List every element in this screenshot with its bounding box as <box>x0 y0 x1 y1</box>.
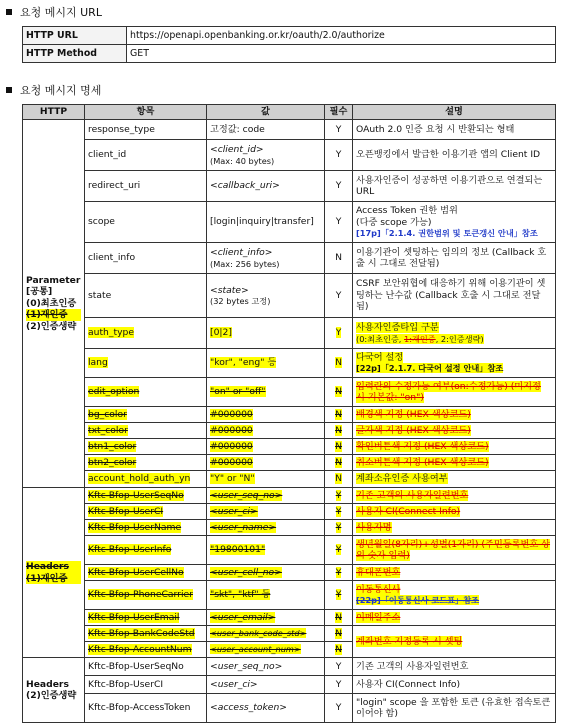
field-desc: 이동통신사 [22p]「이동통신사 코드표」참조 <box>353 581 556 610</box>
table-row <box>23 120 556 140</box>
table-row <box>23 694 556 723</box>
field-value: <user_account_num> <box>207 642 325 658</box>
field-name: Kftc-Bfop-UserCellNo <box>85 565 207 581</box>
field-required: N <box>325 423 353 439</box>
field-desc: 사용자인증이 성공하면 이용기관으로 연결되는 URL <box>353 171 556 202</box>
field-desc: 이용기관이 셋팅하는 임의의 정보 (Callback 호출 시 그대로 전달됨) <box>353 243 556 274</box>
col-header: 필수 <box>325 105 353 120</box>
field-required: N <box>325 439 353 455</box>
field-desc: 입력란의 수정가능 여부(on:수정가능) (미지정 시 기본값: "on") <box>353 378 556 407</box>
field-name: scope <box>85 202 207 243</box>
field-required: Y <box>325 318 353 349</box>
table-row <box>23 439 556 455</box>
field-value: "skt", "ktf" 등 <box>207 581 325 610</box>
field-value: #000000 <box>207 407 325 423</box>
field-value: [0|2] <box>207 318 325 349</box>
table-row <box>23 202 556 243</box>
table-row <box>23 626 556 642</box>
field-required: Y <box>325 488 353 504</box>
field-desc: 생년월일(8자리)+성별(1자리) (주민등록번호 상의 숫자 입력) <box>353 536 556 565</box>
field-required: N <box>325 626 353 642</box>
field-value: #000000 <box>207 423 325 439</box>
table-row <box>23 45 556 63</box>
field-desc: 사용자 CI(Connect Info) <box>353 676 556 694</box>
field-value: "kor", "eng" 등 <box>207 349 325 378</box>
field-required: Y <box>325 565 353 581</box>
field-name: Kftc-Bfop-UserInfo <box>85 536 207 565</box>
field-desc: 사용자 CI(Connect Info) <box>353 504 556 520</box>
field-desc: 글자색 지정 (HEX 색상코드) <box>353 423 556 439</box>
field-desc: 확인버튼색 지정 (HEX 색상코드) <box>353 439 556 455</box>
field-name: Kftc-Bfop-UserEmail <box>85 610 207 626</box>
method-key: HTTP Method <box>23 45 127 63</box>
field-name: Kftc-Bfop-UserCI <box>85 504 207 520</box>
field-required: Y <box>325 171 353 202</box>
field-name: Kftc-Bfop-UserName <box>85 520 207 536</box>
field-required: Y <box>325 504 353 520</box>
field-value: <user_seq_no> <box>207 488 325 504</box>
group-parameter: Parameter [공통] (0)최초인증 (1)재인증 (2)인증생략 <box>23 120 85 488</box>
field-desc: 배경색 지정 (HEX 색상코드) <box>353 407 556 423</box>
field-value: #000000 <box>207 455 325 471</box>
table-row <box>23 504 556 520</box>
table-row <box>23 610 556 626</box>
table-row <box>23 378 556 407</box>
field-desc: 계좌소유인증 사용여부 <box>353 471 556 488</box>
section-title-spec: 요청 메시지 명세 <box>6 82 101 98</box>
field-name: account_hold_auth_yn <box>85 471 207 488</box>
field-desc: 다국어 설정 [22p]「2.1.7. 다국어 설정 안내」참조 <box>353 349 556 378</box>
table-row <box>23 140 556 171</box>
field-name: state <box>85 274 207 318</box>
field-name: btn1_color <box>85 439 207 455</box>
url-key: HTTP URL <box>23 27 127 45</box>
table-row <box>23 581 556 610</box>
field-value: #000000 <box>207 439 325 455</box>
field-required: Y <box>325 581 353 610</box>
table-row <box>23 407 556 423</box>
table-row <box>23 27 556 45</box>
field-desc: 이메일주소 <box>353 610 556 626</box>
field-desc: 사용자인증타입 구분 (0:최초인증, 1:재인증, 2:인증생략) <box>353 318 556 349</box>
field-value: [login|inquiry|transfer] <box>207 202 325 243</box>
url-table <box>22 26 556 63</box>
bullet-square-icon <box>6 9 12 15</box>
field-desc: 취소버튼색 지정 (HEX 색상코드) <box>353 455 556 471</box>
field-name: Kftc-Bfop-PhoneCarrier <box>85 581 207 610</box>
field-value: <client_info> (Max: 256 bytes) <box>207 243 325 274</box>
field-desc: 사용자명 <box>353 520 556 536</box>
col-header: 값 <box>207 105 325 120</box>
table-row <box>23 676 556 694</box>
field-required: N <box>325 243 353 274</box>
field-value: "19800101" <box>207 536 325 565</box>
field-required: N <box>325 610 353 626</box>
field-required: Y <box>325 274 353 318</box>
method-value: GET <box>127 45 556 63</box>
table-row <box>23 274 556 318</box>
field-value: <user_email> <box>207 610 325 626</box>
col-header: HTTP <box>23 105 85 120</box>
field-required: N <box>325 642 353 658</box>
field-name: client_id <box>85 140 207 171</box>
field-desc: 기존 고객의 사용자일련번호 <box>353 488 556 504</box>
field-required: Y <box>325 120 353 140</box>
field-name: response_type <box>85 120 207 140</box>
field-name: Kftc-Bfop-AccountNum <box>85 642 207 658</box>
field-value: "Y" or "N" <box>207 471 325 488</box>
table-row <box>23 171 556 202</box>
field-required: Y <box>325 536 353 565</box>
field-value: <user_name> <box>207 520 325 536</box>
table-row <box>23 471 556 488</box>
field-required: Y <box>325 520 353 536</box>
table-row <box>23 488 556 504</box>
table-row <box>23 423 556 439</box>
field-desc: Access Token 권한 범위 (다중 scope 가능) [17p]「2.1.4. 권한범위 및 토큰갱신 안내」참조 <box>353 202 556 243</box>
field-name: Kftc-Bfop-UserCI <box>85 676 207 694</box>
field-name: Kftc-Bfop-UserSeqNo <box>85 488 207 504</box>
field-required: Y <box>325 694 353 723</box>
field-value: <user_bank_code_std> <box>207 626 325 642</box>
col-header: 항목 <box>85 105 207 120</box>
field-required: N <box>325 378 353 407</box>
field-required: Y <box>325 676 353 694</box>
url-value: https://openapi.openbanking.or.kr/oauth/2.0/authorize <box>127 27 556 45</box>
field-name: lang <box>85 349 207 378</box>
field-name: auth_type <box>85 318 207 349</box>
field-value: <user_cell_no> <box>207 565 325 581</box>
field-required: N <box>325 471 353 488</box>
field-value: "on" or "off" <box>207 378 325 407</box>
field-desc: OAuth 2.0 인증 요청 시 반환되는 형태 <box>353 120 556 140</box>
field-required: N <box>325 455 353 471</box>
field-required: N <box>325 349 353 378</box>
table-row <box>23 349 556 378</box>
field-value: <user_seq_no> <box>207 658 325 676</box>
field-desc: 기존 고객의 사용자일련번호 <box>353 658 556 676</box>
table-row <box>23 455 556 471</box>
field-name: btn2_color <box>85 455 207 471</box>
field-name: Kftc-Bfop-AccessToken <box>85 694 207 723</box>
table-row <box>23 658 556 676</box>
field-name: Kftc-Bfop-UserSeqNo <box>85 658 207 676</box>
group-headers-skip: Headers (2)인증생략 <box>23 658 85 723</box>
field-name: redirect_uri <box>85 171 207 202</box>
field-value: <user_ci> <box>207 676 325 694</box>
field-desc: 휴대폰번호 <box>353 565 556 581</box>
table-header <box>23 105 556 120</box>
field-desc: "login" scope 을 포함한 토큰 (유효한 접속토큰이어야 함) <box>353 694 556 723</box>
field-required: Y <box>325 658 353 676</box>
section-title-url: 요청 메시지 URL <box>6 4 102 20</box>
field-value: <access_token> <box>207 694 325 723</box>
group-headers-reauth: Headers (1)재인증 <box>23 488 85 658</box>
table-row <box>23 565 556 581</box>
field-name: client_info <box>85 243 207 274</box>
field-value: <user_ci> <box>207 504 325 520</box>
table-row <box>23 520 556 536</box>
field-desc: 오픈뱅킹에서 발급한 이용기관 앱의 Client ID <box>353 140 556 171</box>
field-name: Kftc-Bfop-BankCodeStd <box>85 626 207 642</box>
field-desc: 계좌번호 지정등록 시 셋팅 <box>353 626 556 658</box>
spec-table <box>22 104 556 723</box>
field-value: <callback_uri> <box>207 171 325 202</box>
field-value: 고정값: code <box>207 120 325 140</box>
field-value: <client_id> (Max: 40 bytes) <box>207 140 325 171</box>
field-name: edit_option <box>85 378 207 407</box>
field-required: N <box>325 407 353 423</box>
col-header: 설명 <box>353 105 556 120</box>
table-row <box>23 536 556 565</box>
bullet-square-icon <box>6 87 12 93</box>
field-required: Y <box>325 140 353 171</box>
table-row <box>23 243 556 274</box>
field-name: bg_color <box>85 407 207 423</box>
field-desc: CSRF 보안위협에 대응하기 위해 이용기관이 셋팅하는 난수값 (Callback 호출 시 그대로 전달됨) <box>353 274 556 318</box>
table-row <box>23 318 556 349</box>
field-value: <state> (32 bytes 고정) <box>207 274 325 318</box>
field-name: txt_color <box>85 423 207 439</box>
field-required: Y <box>325 202 353 243</box>
